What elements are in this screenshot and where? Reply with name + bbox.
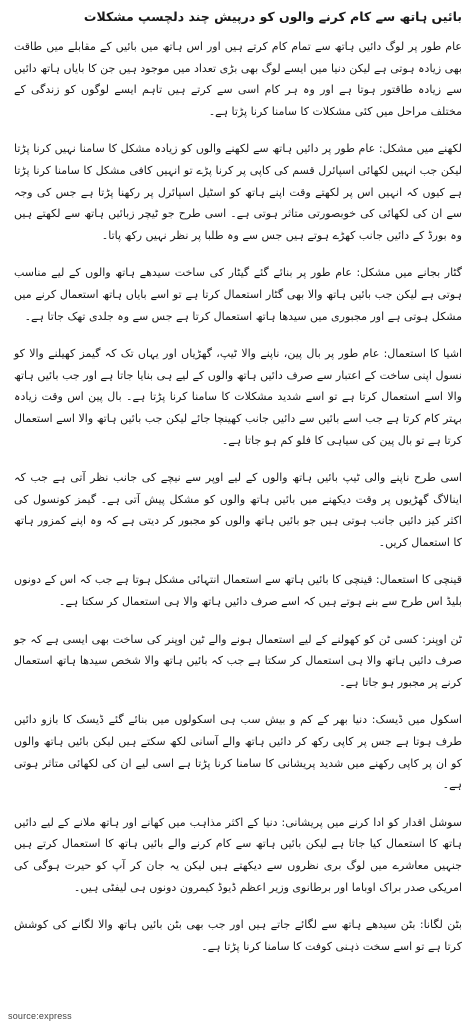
paragraph-intro: عام طور پر لوگ دائیں ہاتھ سے تمام کام کرتے ہیں اور اس ہاتھ میں بائیں کے مقابلے میں طاقت بھی زیادہ ہوتی ہے لیکن دنیا میں ایسے لوگ بھی بڑی تعداد میں موجود ہیں جن کا بایاں ہاتھ دائیں سے زیادہ طاقتور ہوتا ہے اور وہ ہر کام اسی سے کرتے ہیں تاہم ایسے لوگوں کو زندگی کے مختلف مراحل میں کئی مشکلات کا سامنا کرنا پڑتا ہے۔	[14, 40, 462, 118]
paragraph-scissors: قینچی کا استعمال: قینچی کا بائیں ہاتھ سے استعمال انتہائی مشکل ہوتا ہے جب کہ اس کے دونوں بلیڈ اس طرح سے بنے ہوتے ہیں کہ اسے صرف دائیں ہاتھ والا ہی استعمال کر سکتا ہے۔	[14, 573, 462, 609]
paragraph-objects: اشیا کا استعمال: عام طور پر بال پین، ناپنے والا ٹیپ، گھڑیاں اور یہاں تک کہ گیمز کھیلنے والا کو نسول اپنی ساخت کے اعتبار سے صرف دائیں ہاتھ والوں کے لیے ہی بنایا جاتا ہے اور جب بائیں ہاتھ والا اسے استعمال کرتا ہے تو اسے شدید مشکلات کا سامنا کرنا پڑتا ہے۔ بال پین اس وقت زیادہ بہتر کام کرتا ہے جب اسے بائیں سے دائیں جانب کھینچا جائے لیکن جب بائیں ہاتھ والا اسے استعمال کرتا ہے تو بال پین کی سیاہی کا فلو کم ہو جاتا ہے۔	[14, 347, 462, 447]
paragraph-tin-opener: ٹن اوپنر: کسی ٹن کو کھولنے کے لیے استعمال ہونے والے ٹین اوپنر کی ساخت بھی ایسی ہے کہ جو صرف دائیں ہاتھ والا ہی استعمال کر سکتا ہے جب کہ بائیں ہاتھ والا شخص سیدھا ہاتھ استعمال کرنے پر مجبور ہو جاتا ہے۔	[14, 632, 462, 689]
paragraph-buttons: بٹن لگانا: بٹن سیدھے ہاتھ سے لگائے جاتے ہیں اور جب بھی بٹن بائیں ہاتھ والا لگانے کی کوشش کرتا ہے تو اسے سخت ذہنی کوفت کا سامنا کرنا پڑتا ہے۔	[14, 918, 462, 953]
article-title: بائیں ہاتھ سے کام کرنے والوں کو درپیش چند دلچسپ مشکلات	[83, 9, 462, 24]
paragraph-guitar: گٹار بجانے میں مشکل: عام طور پر بنائے گئے گیٹار کی ساخت سیدھے ہاتھ والوں کے لیے مناسب ہوتی ہے لیکن جب بائیں ہاتھ والا بھی گٹار استعمال کرتا ہے تو اسے بایاں ہاتھ استعمال کرنے میں مشکل ہوتی ہے اور مجبوری میں سیدھا ہاتھ استعمال کرتا ہے جس سے وہ جلدی تھک جاتا ہے۔	[14, 266, 462, 323]
source-credit: source:express	[8, 1011, 72, 1021]
paragraph-social-values: سوشل اقدار کو ادا کرنے میں پریشانی: دنیا کے اکثر مذاہب میں کھانے اور ہاتھ ملانے کے لیے دائیں ہاتھ کا استعمال کیا جاتا ہے لیکن بائیں ہاتھ سے کام کرنے والے بائیں ہاتھ کا استعمال کرتے ہیں جنہیں معاشرے میں لوگ بری نظروں سے دیکھتے ہیں لیکن یہ جان کر آپ کو حیرت ہوگی کی امریکی صدر براک اوباما اور برطانوی وزیر اعظم ڈیوڈ کیمرون دونوں ہی لیفٹی ہیں۔	[14, 815, 462, 894]
paragraph-school-desk: اسکول میں ڈیسک: دنیا بھر کے کم و بیش سب ہی اسکولوں میں بنائے گئے ڈیسک کا بازو دائیں طرف ہوتا ہے جس پر کاپی رکھ کر دائیں ہاتھ والے آسانی لکھ سکتے ہیں لیکن بائیں ہاتھ والوں کو ان پر کاپی رکھنے میں شدید پریشانی کا سامنا کرنا پڑتا ہے اسی لیے ان کی لکھائی متاثر ہوتی ہے۔	[14, 713, 462, 792]
paragraph-writing: لکھنے میں مشکل: عام طور پر دائیں ہاتھ سے لکھنے والوں کو زیادہ مشکل کا سامنا نہیں کرنا پڑتا لیکن جب انہیں لکھائی اسپائرل قسم کی کاپی پر کرنا پڑے تو انہیں کافی مشکل کا سامنا کرنا پڑتا ہے کیوں کہ انہیں اس پر لکھتے وقت اپنے ہاتھ کو اسٹیل اسپائرل پر رکھنا پڑتا ہے جس کی وجہ سے ان کی لکھائی کی خوبصورتی متاثر ہوتی ہے۔ اسی طرح جو ٹیچر زبائیں ہاتھ سے لکھتے ہیں وہ بورڈ کے دائیں جانب کھڑے ہوتے ہیں جس سے وہ طلبا پر نظر نہیں رکھ پاتا۔	[14, 142, 462, 242]
paragraph-tape-clocks: اسی طرح ناپنے والی ٹیپ بائیں ہاتھ والوں کے لیے اوپر سے نیچے کی جانب نظر آتی ہے جب کہ اینالاگ گھڑیوں پر وقت دیکھنے میں بائیں ہاتھ والوں کو مشکل پیش آتی ہے۔ گیمز کونسول کی اکثر کیز دائیں جانب ہوتی ہیں جو بائیں ہاتھ والوں کو مجبور کر دیتی ہے کہ وہ اپنے کمزور ہاتھ کا استعمال کریں۔	[14, 471, 462, 549]
